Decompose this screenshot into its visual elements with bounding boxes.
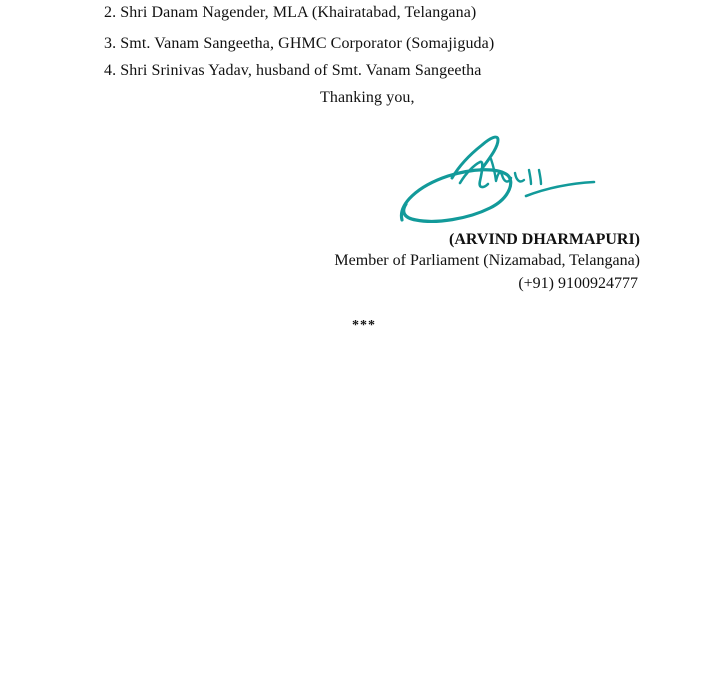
list-item-3: 3. Smt. Vanam Sangeetha, GHMC Corporator (Somajiguda) (104, 35, 495, 52)
signatory-designation: Member of Parliament (Nizamabad, Telangana) (334, 252, 640, 269)
signature-image (398, 128, 598, 230)
list-item-2: 2. Shri Danam Nagender, MLA (Khairatabad, Telangana) (104, 4, 477, 21)
end-marker: *** (352, 318, 376, 333)
signatory-name: (ARVIND DHARMAPURI) (449, 231, 640, 248)
closing-line: Thanking you, (320, 89, 415, 106)
list-item-4: 4. Shri Srinivas Yadav, husband of Smt. Vanam Sangeetha (104, 62, 482, 79)
signatory-phone: (+91) 9100924777 (518, 275, 638, 292)
